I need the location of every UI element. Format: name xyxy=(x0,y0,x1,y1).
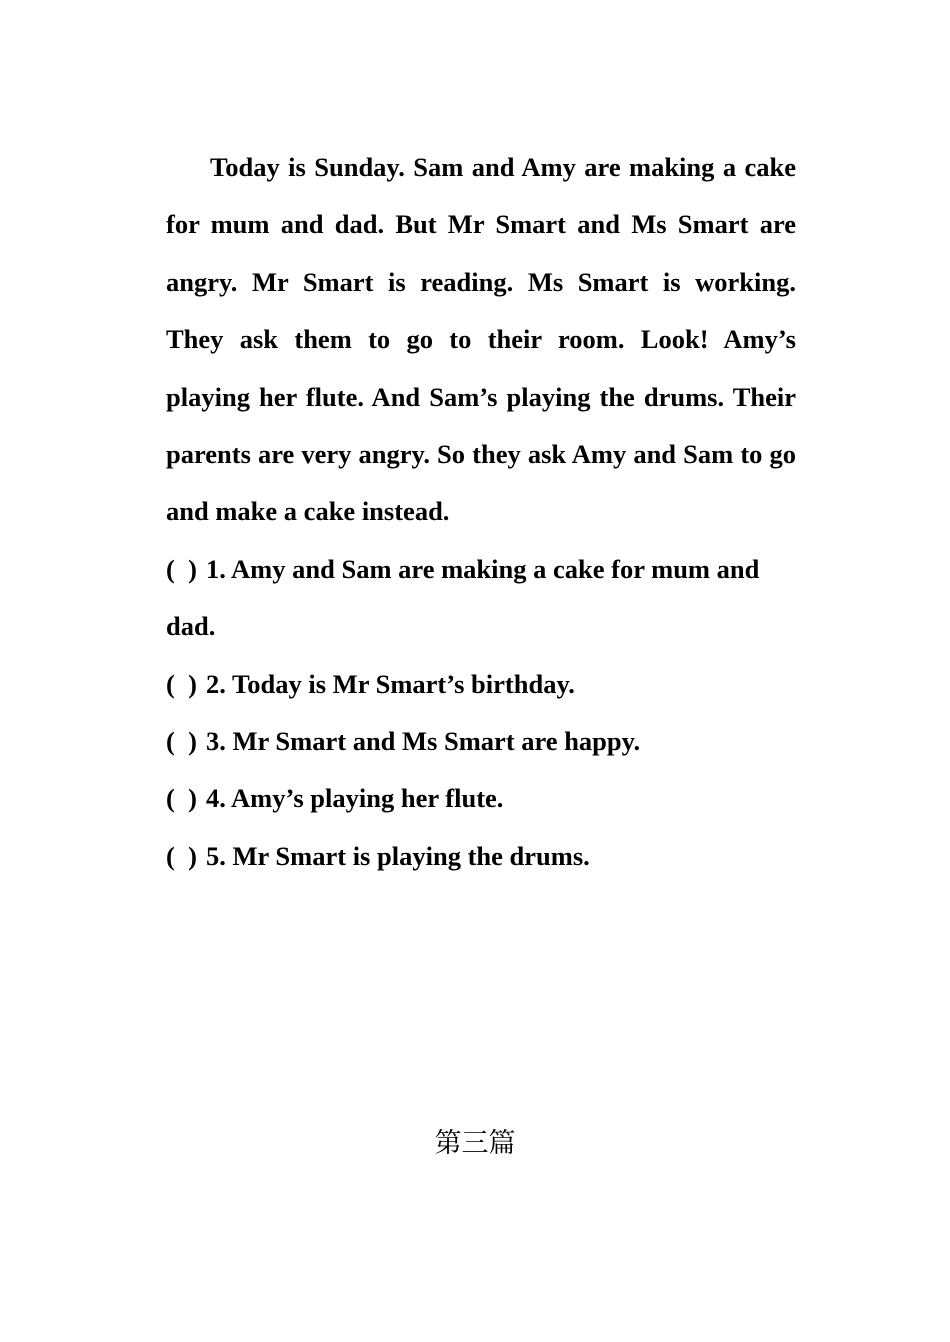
question-2 xyxy=(166,656,796,713)
question-1 xyxy=(166,541,796,656)
answer-blank: ( ) xyxy=(166,726,197,757)
reading-exercise xyxy=(166,139,796,885)
question-text: 1. Amy and Sam are making a cake for mum and dad. xyxy=(166,553,760,642)
section-heading: 第三篇 xyxy=(434,1128,516,1159)
question-5 xyxy=(166,828,796,885)
question-text: 4. Amy’s playing her flute. xyxy=(206,783,504,814)
answer-blank: ( ) xyxy=(166,783,197,814)
reading-passage: Today is Sunday. Sam and Amy are making a cake for mum and dad. But Mr Smart and Ms Smart are angry. Mr Smart is reading. Ms Smart is working. They ask them to go to their room. Look! Amy’s playing her flute. And Sam’s playing the drums. Their parents are very angry. So they ask Amy and Sam to go and make a cake instead. xyxy=(166,152,796,527)
answer-blank: ( ) xyxy=(166,553,197,584)
question-text: 5. Mr Smart is playing the drums. xyxy=(206,840,590,871)
answer-blank: ( ) xyxy=(166,840,197,871)
question-4 xyxy=(166,770,796,827)
question-text: 3. Mr Smart and Ms Smart are happy. xyxy=(206,726,641,757)
question-text: 2. Today is Mr Smart’s birthday. xyxy=(206,668,575,699)
question-3 xyxy=(166,713,796,770)
answer-blank: ( ) xyxy=(166,668,197,699)
